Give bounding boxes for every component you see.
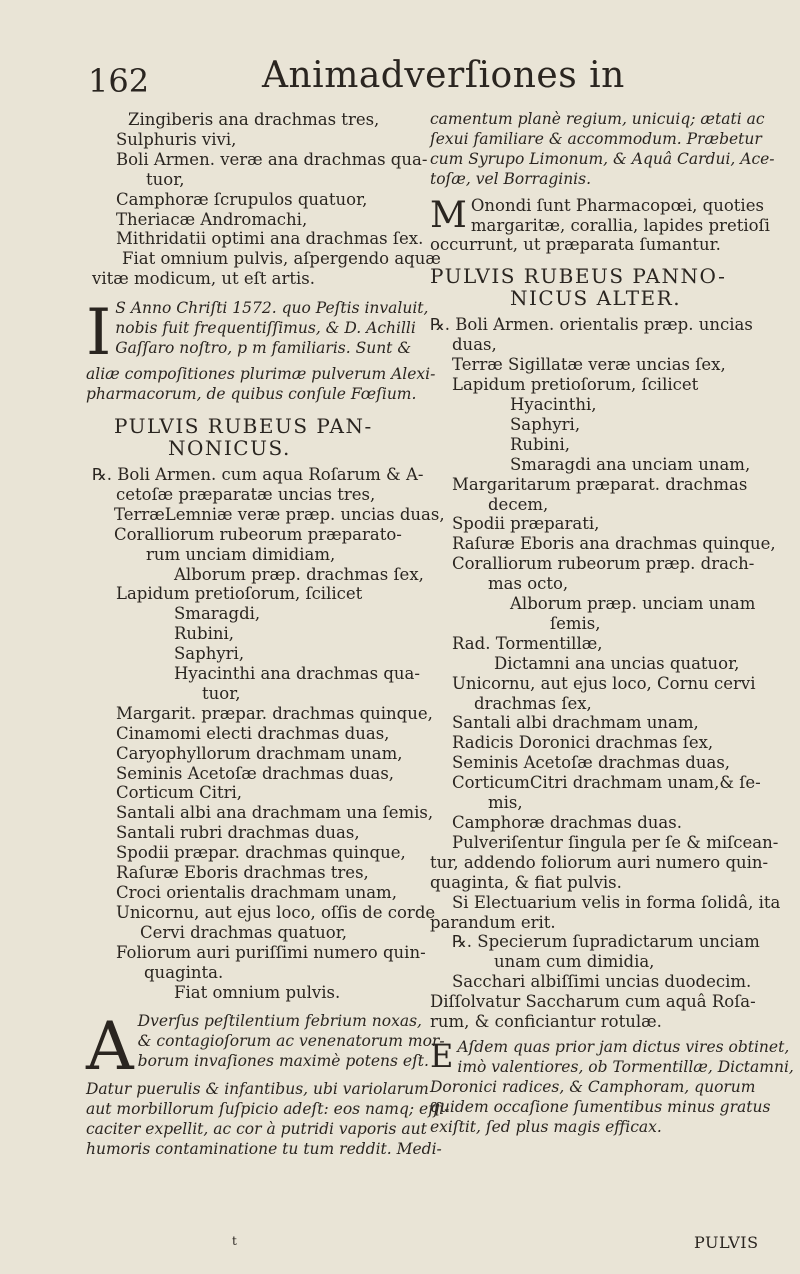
drop-cap: A xyxy=(86,1008,134,1086)
text-line: mis, xyxy=(488,793,523,813)
text-line: CorticumCitri drachmam unam,& ſe- xyxy=(452,773,761,793)
text-line: Alborum præp. drachmas ſex, xyxy=(174,564,424,584)
text-line: Saphyri, xyxy=(174,644,245,664)
text-line: drachmas ſex, xyxy=(474,693,592,713)
left-column xyxy=(86,110,450,1160)
text-line: quaginta. xyxy=(144,962,224,982)
text-line: aut morbillorum ſuſpicio adeſt: eos namq; effi- xyxy=(86,1100,450,1119)
text-line: unam cum dimidia, xyxy=(494,952,655,972)
text-line: Doronici radices, & Camphoram, quorum xyxy=(430,1077,756,1096)
text-line: rum, & conficiantur rotulæ. xyxy=(430,1012,662,1032)
text-line: Cervi drachmas quatuor, xyxy=(140,922,348,942)
running-title: Animadverſiones in xyxy=(262,55,625,96)
text-line: exiſtit, ſed plus magis efficax. xyxy=(430,1117,662,1136)
text-line: Lapidum pretioſorum, ſcilicet xyxy=(116,584,363,604)
text-line: Mithridatii optimi ana drachmas ſex. xyxy=(116,229,424,249)
text-line: Raſuræ Eboris ana drachmas quinque, xyxy=(452,534,776,554)
text-line: Lapidum pretioſorum, ſcilicet xyxy=(452,375,699,395)
text-line: toſæ, vel Borraginis. xyxy=(430,169,592,188)
section-heading: NONICUS. xyxy=(168,435,291,460)
text-line: & contagioſorum ac venenatorum mor- xyxy=(137,1032,445,1051)
text-line: Spodii præpar. drachmas quinque, xyxy=(116,843,406,863)
text-line: Margarit. præpar. drachmas quinque, xyxy=(116,703,433,723)
drop-cap-paragraph xyxy=(86,296,429,371)
page-number: 162 xyxy=(88,62,150,100)
text-line: Rad. Tormentillæ, xyxy=(452,633,603,653)
text-line: Seminis Acetoſæ drachmas duas, xyxy=(116,763,395,783)
section-heading: PULVIS RUBEUS PAN- xyxy=(114,413,373,438)
signature-mark: t xyxy=(232,1234,237,1248)
text-line: borum invaſiones maximè potens eſt. xyxy=(137,1052,429,1071)
text-line: Si Electuarium velis in forma ſolidâ, ita xyxy=(452,892,781,912)
section-heading: NICUS ALTER. xyxy=(510,286,682,311)
text-line: Caryophyllorum drachmam unam, xyxy=(116,743,403,763)
text-line: mas octo, xyxy=(488,574,569,594)
text-line: ℞. Specierum ſupradictarum unciam xyxy=(452,932,760,952)
text-line: cetoſæ præparatæ uncias tres, xyxy=(116,484,376,504)
text-line: ℞. Boli Armen. orientalis præp. uncias xyxy=(430,315,753,335)
text-line: Fiat omnium pulvis, aſpergendo aquæ xyxy=(122,249,441,269)
text-line: pharmacorum, de quibus conſule Fœſium. xyxy=(86,385,417,404)
text-line: Dictamni ana uncias quatuor, xyxy=(494,653,740,673)
text-line: Unicornu, aut ejus loco, oſſis de corde xyxy=(116,902,436,922)
text-line: Terræ Sigillatæ veræ uncias ſex, xyxy=(452,355,726,375)
drop-cap-paragraph xyxy=(430,196,772,236)
right-column xyxy=(430,110,794,1138)
text-line: cum Syrupo Limonum, & Aquâ Cardui, Ace- xyxy=(430,149,775,168)
section-heading: PULVIS RUBEUS PANNO- xyxy=(430,264,727,289)
text-line: Fiat omnium pulvis. xyxy=(174,982,341,1002)
text-line: Aſdem quas prior jam dictus vires obtinet, xyxy=(457,1037,790,1056)
text-line: ℞. Boli Armen. cum aqua Roſarum & A- xyxy=(92,464,424,484)
drop-cap-paragraph xyxy=(430,1036,794,1078)
text-line: Zingiberis ana drachmas tres, xyxy=(128,110,380,129)
text-line: Onondi ſunt Pharmacopœi, quoties xyxy=(470,195,764,215)
text-line: Pulveriſentur ſingula per ſe & miſcean- xyxy=(452,832,779,852)
text-line: Cinamomi electi drachmas duas, xyxy=(116,723,390,743)
text-line: Smaragdi ana unciam unam, xyxy=(510,454,751,474)
text-line: Hyacinthi ana drachmas qua- xyxy=(174,664,420,684)
text-line: Theriacæ Andromachi, xyxy=(116,209,308,229)
text-line: Croci orientalis drachmam unam, xyxy=(116,883,397,902)
text-line: parandum erit. xyxy=(430,912,556,932)
text-line: Coralliorum rubeorum præp. drach- xyxy=(452,554,755,574)
catchword: PULVIS xyxy=(694,1233,759,1252)
text-line: tuor, xyxy=(146,169,185,189)
text-line: occurrunt, ut præparata ſumantur. xyxy=(430,235,721,255)
text-line: Unicornu, aut ejus loco, Cornu cervi xyxy=(452,673,756,693)
text-line: Santali albi ana drachmam una ſemis, xyxy=(116,803,434,823)
text-line: Camphoræ drachmas duas. xyxy=(452,813,682,832)
text-line: Datur puerulis & infantibus, ubi variolarum xyxy=(86,1080,429,1099)
text-line: humoris contaminatione tu tum reddit. Medi- xyxy=(86,1140,442,1159)
text-line: camentum planè regium, unicuiq; ætati ac xyxy=(430,110,765,128)
text-line: Radicis Doronici drachmas ſex, xyxy=(452,733,714,753)
drop-cap: M xyxy=(430,194,467,236)
text-line: rum unciam dimidiam, xyxy=(146,544,336,564)
text-line: Santali albi drachmam unam, xyxy=(452,713,699,733)
text-line: Gaſſaro noſtro, p m familiaris. Sunt & xyxy=(115,338,412,357)
text-line: Sulphuris vivi, xyxy=(116,129,237,149)
text-line: Saphyri, xyxy=(510,414,581,434)
text-line: Corticum Citri, xyxy=(116,783,243,803)
text-line: Alborum præp. unciam unam xyxy=(510,594,756,614)
text-line: Foliorum auri puriſſimi numero quin- xyxy=(116,942,426,962)
text-line: TerræLemniæ veræ præp. uncias duas, xyxy=(114,504,445,524)
drop-cap-paragraph xyxy=(86,1008,445,1086)
text-line: Dverſus peſtilentium febrium noxas, xyxy=(137,1012,422,1031)
text-line: Rubini, xyxy=(174,624,235,644)
text-line: Boli Armen. veræ ana drachmas qua- xyxy=(116,149,428,169)
text-line: tuor, xyxy=(202,683,241,703)
text-line: Coralliorum rubeorum præparato- xyxy=(114,524,402,544)
text-line: S Anno Chriſti 1572. quo Peſtis invaluit, xyxy=(115,299,429,318)
text-line: ſemis, xyxy=(550,613,601,633)
text-line: vitæ modicum, ut eſt artis. xyxy=(92,269,315,289)
text-line: decem, xyxy=(488,494,549,514)
drop-cap: I xyxy=(86,296,112,371)
text-line: ſexui familiare & accommodum. Præbetur xyxy=(430,129,762,148)
text-line: Hyacinthi, xyxy=(510,394,597,414)
spacer xyxy=(86,1002,418,1012)
text-line: Spodii præparati, xyxy=(452,514,600,534)
text-line: Smaragdi, xyxy=(174,604,261,624)
text-line: Seminis Acetoſæ drachmas duas, xyxy=(452,753,731,773)
text-line: Rubini, xyxy=(510,434,571,454)
text-line: duas, xyxy=(452,335,497,355)
text-line: Margaritarum præparat. drachmas xyxy=(452,474,748,494)
drop-cap: E xyxy=(430,1036,454,1075)
text-line: Santali rubri drachmas duas, xyxy=(116,823,360,843)
text-line: quaginta, & fiat pulvis. xyxy=(430,872,622,892)
text-line: Sacchari albiſſimi uncias duodecim. xyxy=(452,972,752,992)
spacer xyxy=(86,289,418,299)
text-line: aliæ compoſitiones plurimæ pulverum Alexi- xyxy=(86,365,436,384)
text-line: Camphoræ ſcrupulos quatuor, xyxy=(116,189,368,209)
text-line: Raſuræ Eboris drachmas tres, xyxy=(116,863,369,883)
text-line: nobis fuit frequentiſſimus, & D. Achilli xyxy=(115,319,416,338)
text-line: quidem occaſione ſumentibus minus gratus xyxy=(430,1097,771,1116)
text-line: tur, addendo foliorum auri numero quin- xyxy=(430,852,769,872)
text-line: caciter expellit, ac cor à putridi vaporis aut xyxy=(86,1120,427,1139)
text-line: margaritæ, corallia, lapides pretioſi xyxy=(470,215,770,235)
text-line: Diſſolvatur Saccharum cum aquâ Roſa- xyxy=(430,992,756,1012)
text-line: imò valentiores, ob Tormentillæ, Dictamni, xyxy=(457,1057,794,1076)
